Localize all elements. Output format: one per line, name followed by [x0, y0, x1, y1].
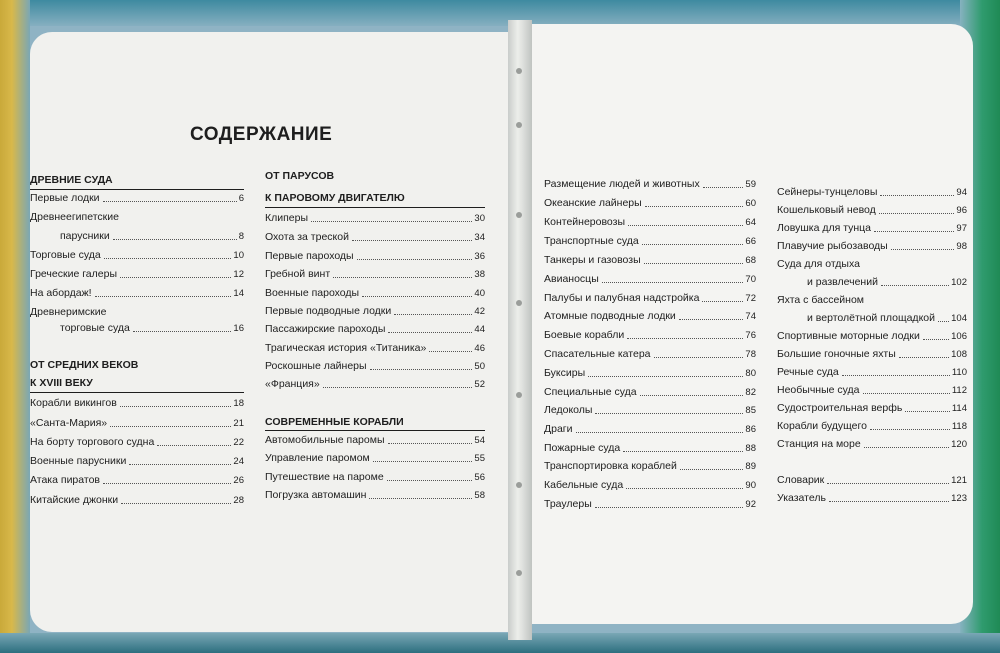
dot-leader: [133, 330, 232, 332]
toc-entry-label: Авианосцы: [544, 273, 599, 285]
toc-entry[interactable]: [30, 436, 244, 449]
toc-entry-page: 86: [745, 424, 756, 435]
toc-entry[interactable]: [30, 192, 244, 205]
toc-entry-label: Драги: [544, 423, 573, 435]
dot-leader: [120, 276, 231, 278]
section-rule: [265, 207, 485, 208]
toc-entry-page: 78: [745, 349, 756, 360]
toc-entry-page: 98: [956, 241, 967, 252]
dot-leader: [623, 450, 743, 452]
toc-entry-page: 94: [956, 187, 967, 198]
toc-entry-page: 92: [745, 499, 756, 510]
book-cover-top: [0, 0, 1000, 26]
toc-entry[interactable]: [544, 329, 756, 342]
toc-entry[interactable]: [544, 386, 756, 399]
toc-entry-label: Греческие галеры: [30, 268, 117, 280]
toc-entry-label: Речные суда: [777, 366, 839, 378]
dot-leader: [595, 506, 744, 508]
toc-entry-page: 80: [745, 368, 756, 379]
toc-entry[interactable]: [544, 348, 756, 361]
toc-entry[interactable]: [777, 276, 967, 289]
toc-entry[interactable]: [544, 197, 756, 210]
toc-entry[interactable]: [777, 312, 967, 325]
toc-entry[interactable]: [265, 231, 485, 244]
toc-entry[interactable]: [777, 348, 967, 361]
toc-entry-label: Пассажирские пароходы: [265, 323, 386, 335]
toc-entry-label: Большие гоночные яхты: [777, 348, 896, 360]
dot-leader: [576, 431, 744, 433]
dot-leader: [113, 238, 237, 240]
toc-column-2: [265, 168, 485, 508]
toc-entry[interactable]: [544, 310, 756, 323]
dot-leader: [429, 350, 472, 352]
section-rule: [265, 430, 485, 431]
toc-entry-label: Управление паромом: [265, 452, 370, 464]
toc-entry-label: Плавучие рыбозаводы: [777, 240, 888, 252]
toc-entry-page: 118: [951, 421, 967, 432]
toc-entry-page: 120: [951, 439, 967, 450]
toc-entry-label: Размещение людей и животных: [544, 178, 700, 190]
book-gutter: [508, 20, 532, 640]
toc-entry-label: Буксиры: [544, 367, 586, 379]
dot-leader: [394, 313, 472, 315]
dot-leader: [829, 500, 949, 502]
toc-column-1: [30, 172, 244, 512]
dot-leader: [333, 276, 472, 278]
section-heading-modern-ships: СОВРЕМЕННЫЕ КОРАБЛИ: [265, 416, 404, 428]
dot-leader: [899, 356, 949, 358]
dot-leader: [938, 320, 949, 322]
toc-entry-page: 60: [745, 198, 756, 209]
toc-entry[interactable]: [544, 178, 756, 191]
toc-entry-label: Кабельные суда: [544, 479, 624, 491]
toc-entry[interactable]: [30, 322, 244, 335]
toc-entry[interactable]: [777, 204, 967, 217]
toc-entry-label: Судостроительная верфь: [777, 402, 903, 414]
dot-leader: [628, 224, 743, 226]
toc-entry-label: Атака пиратов: [30, 474, 100, 486]
dot-leader: [595, 412, 743, 414]
toc-entry[interactable]: [544, 254, 756, 267]
dot-leader: [923, 338, 949, 340]
toc-entry-page: 96: [956, 205, 967, 216]
dot-leader: [311, 220, 472, 222]
toc-entry-page: 36: [474, 251, 485, 262]
dot-leader: [157, 444, 231, 446]
toc-entry-label: На абордаж!: [30, 287, 92, 299]
toc-entry-page: 42: [474, 306, 485, 317]
toc-entry-page: 28: [233, 495, 244, 506]
toc-entry-page: 30: [474, 213, 485, 224]
dot-leader: [827, 482, 949, 484]
toc-entry[interactable]: [777, 258, 967, 271]
toc-entry-page: 82: [745, 387, 756, 398]
toc-entry-page: 70: [745, 274, 756, 285]
toc-entry-label: Спасательные катера: [544, 348, 651, 360]
toc-entry-label: Транспортировка кораблей: [544, 460, 677, 472]
toc-entry-page: 108: [951, 349, 967, 360]
toc-entry-label: Сейнеры-тунцеловы: [777, 186, 878, 198]
toc-entry[interactable]: [544, 404, 756, 417]
toc-entry-label: Кошельковый невод: [777, 204, 876, 216]
toc-entry-page: 72: [745, 293, 756, 304]
toc-entry-page: 68: [745, 255, 756, 266]
page-title: СОДЕРЖАНИЕ: [190, 124, 333, 145]
toc-entry[interactable]: [777, 222, 967, 235]
binding-stitch: [516, 482, 522, 488]
toc-entry-label: Клиперы: [265, 212, 309, 224]
toc-entry[interactable]: [777, 384, 967, 397]
toc-entry-label: Корабли викингов: [30, 397, 117, 409]
dot-leader: [627, 337, 743, 339]
dot-leader: [388, 442, 473, 444]
toc-entry-page: 18: [233, 398, 244, 409]
toc-entry[interactable]: [777, 438, 967, 451]
toc-entry-label: Контейнеровозы: [544, 216, 626, 228]
toc-entry-page: 46: [474, 343, 485, 354]
dot-leader: [103, 200, 237, 202]
toc-entry-label: Указатель: [777, 492, 826, 504]
toc-entry[interactable]: [30, 211, 244, 224]
toc-entry-label: Корабли будущего: [777, 420, 867, 432]
toc-entry-label: Военные парусники: [30, 455, 127, 467]
toc-entry-label: Автомобильные паромы: [265, 434, 385, 446]
dot-leader: [387, 479, 473, 481]
dot-leader: [121, 502, 231, 504]
toc-entry-label: Трагическая история «Титаника»: [265, 342, 427, 354]
toc-entry[interactable]: [265, 323, 485, 336]
section-heading-sails-to-steam: ОТ ПАРУСОВ: [265, 170, 335, 182]
dot-leader: [870, 428, 950, 430]
toc-entry[interactable]: [777, 366, 967, 379]
toc-entry-page: 110: [951, 367, 967, 378]
toc-entry[interactable]: [265, 212, 485, 225]
dot-leader: [863, 392, 950, 394]
toc-entry-label: Древнеегипетские: [30, 211, 119, 223]
toc-entry-label: Атомные подводные лодки: [544, 310, 676, 322]
toc-entry-label: Гребной винт: [265, 268, 331, 280]
toc-entry-label: торговые суда: [60, 322, 130, 334]
toc-entry[interactable]: [30, 474, 244, 487]
toc-entry-page: 76: [745, 330, 756, 341]
dot-leader: [626, 487, 743, 489]
toc-entry[interactable]: [265, 452, 485, 465]
toc-entry[interactable]: [265, 342, 485, 355]
toc-entry-label: На борту торгового судна: [30, 436, 155, 448]
toc-entry[interactable]: [777, 492, 967, 505]
toc-entry-page: 21: [233, 418, 244, 429]
dot-leader: [680, 468, 744, 470]
toc-entry[interactable]: [777, 402, 967, 415]
dot-leader: [388, 331, 472, 333]
dot-leader: [352, 239, 472, 241]
toc-entry[interactable]: [544, 273, 756, 286]
dot-leader: [891, 248, 955, 250]
toc-entry-page: 114: [951, 403, 967, 414]
toc-entry-label: Необычные суда: [777, 384, 860, 396]
toc-entry-page: 112: [951, 385, 967, 396]
toc-entry-page: 88: [745, 443, 756, 454]
toc-entry-page: 123: [951, 493, 967, 504]
toc-entry-label: Первые пароходы: [265, 250, 354, 262]
toc-entry-page: 34: [474, 232, 485, 243]
toc-entry[interactable]: [265, 305, 485, 318]
binding-stitch: [516, 68, 522, 74]
toc-entry-label: Суда для отдыха: [777, 258, 860, 270]
dot-leader: [640, 394, 744, 396]
toc-entry-page: 22: [233, 437, 244, 448]
toc-entry-label: Пожарные суда: [544, 442, 621, 454]
toc-entry[interactable]: [30, 397, 244, 410]
toc-entry[interactable]: [30, 249, 244, 262]
toc-entry[interactable]: [544, 479, 756, 492]
dot-leader: [679, 318, 744, 320]
toc-entry-page: 38: [474, 269, 485, 280]
dot-leader: [644, 262, 744, 264]
toc-entry-page: 10: [233, 250, 244, 261]
toc-entry-page: 64: [745, 217, 756, 228]
toc-entry[interactable]: [30, 417, 244, 430]
toc-entry-page: 90: [745, 480, 756, 491]
toc-entry-label: Транспортные суда: [544, 235, 639, 247]
toc-entry-label: и вертолётной площадкой: [807, 312, 935, 324]
dot-leader: [95, 295, 232, 297]
toc-entry-label: «Санта-Мария»: [30, 417, 108, 429]
toc-entry-page: 40: [474, 288, 485, 299]
toc-entry[interactable]: [265, 250, 485, 263]
binding-stitch: [516, 212, 522, 218]
toc-entry-page: 24: [233, 456, 244, 467]
toc-entry-page: 59: [745, 179, 756, 190]
toc-entry[interactable]: [777, 330, 967, 343]
section-rule: [30, 189, 244, 190]
dot-leader: [362, 295, 472, 297]
toc-entry-label: Спортивные моторные лодки: [777, 330, 920, 342]
toc-entry-page: 121: [951, 475, 967, 486]
dot-leader: [874, 230, 954, 232]
toc-entry-label: Словарик: [777, 474, 825, 486]
toc-entry-page: 52: [474, 379, 485, 390]
toc-entry-page: 104: [951, 313, 967, 324]
toc-entry-page: 89: [745, 461, 756, 472]
section-heading-sails-to-steam-cont: К ПАРОВОМУ ДВИГАТЕЛЮ: [265, 192, 405, 204]
toc-entry-label: Специальные суда: [544, 386, 637, 398]
toc-entry-page: 14: [233, 288, 244, 299]
toc-entry-label: Станция на море: [777, 438, 861, 450]
toc-entry-page: 26: [233, 475, 244, 486]
toc-entry-label: Траулеры: [544, 498, 592, 510]
toc-entry-label: и развлечений: [807, 276, 878, 288]
section-heading-middle-ages-cont: К XVIII ВЕКУ: [30, 377, 93, 389]
toc-entry[interactable]: [30, 455, 244, 468]
toc-entry-page: 56: [474, 472, 485, 483]
toc-entry[interactable]: [265, 378, 485, 391]
toc-entry[interactable]: [544, 235, 756, 248]
toc-entry-page: 66: [745, 236, 756, 247]
section-heading-ancient-ships: ДРЕВНИЕ СУДА: [30, 174, 113, 186]
toc-entry[interactable]: [777, 420, 967, 433]
dot-leader: [880, 194, 954, 196]
toc-entry[interactable]: [265, 360, 485, 373]
toc-entry-page: 16: [233, 323, 244, 334]
toc-entry-label: Древнеримские: [30, 306, 107, 318]
dot-leader: [373, 460, 473, 462]
toc-entry[interactable]: [30, 494, 244, 507]
toc-entry[interactable]: [544, 442, 756, 455]
dot-leader: [370, 368, 473, 370]
dot-leader: [702, 300, 743, 302]
toc-entry-page: 74: [745, 311, 756, 322]
toc-entry[interactable]: [777, 474, 967, 487]
dot-leader: [864, 446, 949, 448]
dot-leader: [357, 258, 473, 260]
toc-entry-label: Боевые корабли: [544, 329, 625, 341]
toc-entry-label: Охота за треской: [265, 231, 349, 243]
toc-entry[interactable]: [544, 367, 756, 380]
dot-leader: [369, 497, 472, 499]
toc-entry[interactable]: [544, 292, 756, 305]
dot-leader: [110, 425, 231, 427]
toc-entry-page: 8: [238, 231, 244, 242]
binding-stitch: [516, 570, 522, 576]
dot-leader: [588, 375, 743, 377]
dot-leader: [881, 284, 949, 286]
toc-entry-label: Путешествие на пароме: [265, 471, 384, 483]
binding-stitch: [516, 392, 522, 398]
section-rule: [30, 392, 244, 393]
toc-entry-label: Палубы и палубная надстройка: [544, 292, 700, 304]
toc-entry-page: 12: [233, 269, 244, 280]
book-cover-left: [0, 0, 30, 653]
toc-entry[interactable]: [777, 240, 967, 253]
dot-leader: [642, 243, 744, 245]
toc-entry[interactable]: [30, 287, 244, 300]
dot-leader: [104, 257, 232, 259]
toc-entry-page: 106: [951, 331, 967, 342]
toc-entry[interactable]: [265, 434, 485, 447]
toc-entry[interactable]: [30, 306, 244, 319]
toc-entry[interactable]: [265, 471, 485, 484]
section-heading-middle-ages: ОТ СРЕДНИХ ВЕКОВ: [30, 359, 139, 371]
toc-entry-label: Первые подводные лодки: [265, 305, 392, 317]
toc-entry-page: 44: [474, 324, 485, 335]
toc-entry-page: 50: [474, 361, 485, 372]
toc-entry[interactable]: [30, 230, 244, 243]
dot-leader: [654, 356, 744, 358]
toc-entry-label: «Франция»: [265, 378, 320, 390]
toc-entry[interactable]: [265, 489, 485, 502]
toc-entry-label: Погрузка автомашин: [265, 489, 367, 501]
toc-entry[interactable]: [265, 268, 485, 281]
binding-stitch: [516, 300, 522, 306]
toc-entry[interactable]: [544, 423, 756, 436]
toc-entry-label: Океанские лайнеры: [544, 197, 642, 209]
toc-entry-label: Первые лодки: [30, 192, 100, 204]
toc-entry-label: Торговые суда: [30, 249, 101, 261]
dot-leader: [129, 463, 231, 465]
toc-entry-label: Ледоколы: [544, 404, 593, 416]
toc-column-4: [777, 182, 967, 512]
toc-entry-page: 55: [474, 453, 485, 464]
binding-stitch: [516, 122, 522, 128]
toc-entry-label: Военные пароходы: [265, 287, 360, 299]
book-cover-bottom: [0, 633, 1000, 653]
toc-entry-page: 85: [745, 405, 756, 416]
toc-entry[interactable]: [777, 294, 967, 307]
toc-column-3: [544, 174, 756, 514]
dot-leader: [103, 482, 231, 484]
toc-entry[interactable]: [30, 268, 244, 281]
toc-entry-label: Ловушка для тунца: [777, 222, 872, 234]
toc-entry-page: 102: [951, 277, 967, 288]
toc-entry-label: Роскошные лайнеры: [265, 360, 367, 372]
dot-leader: [905, 410, 950, 412]
toc-entry[interactable]: [777, 186, 967, 199]
toc-entry[interactable]: [544, 498, 756, 511]
toc-entry-page: 6: [238, 193, 244, 204]
toc-entry-label: Танкеры и газовозы: [544, 254, 641, 266]
toc-entry-page: 54: [474, 435, 485, 446]
toc-entry[interactable]: [544, 460, 756, 473]
toc-entry[interactable]: [265, 287, 485, 300]
dot-leader: [323, 386, 473, 388]
dot-leader: [120, 405, 232, 407]
dot-leader: [842, 374, 950, 376]
dot-leader: [703, 186, 744, 188]
toc-entry-label: парусники: [60, 230, 110, 242]
dot-leader: [645, 205, 744, 207]
dot-leader: [879, 212, 955, 214]
toc-entry-page: 58: [474, 490, 485, 501]
toc-entry-label: Яхта с бассейном: [777, 294, 865, 306]
toc-entry[interactable]: [544, 216, 756, 229]
toc-entry-label: Китайские джонки: [30, 494, 119, 506]
toc-entry-page: 97: [956, 223, 967, 234]
dot-leader: [602, 281, 744, 283]
